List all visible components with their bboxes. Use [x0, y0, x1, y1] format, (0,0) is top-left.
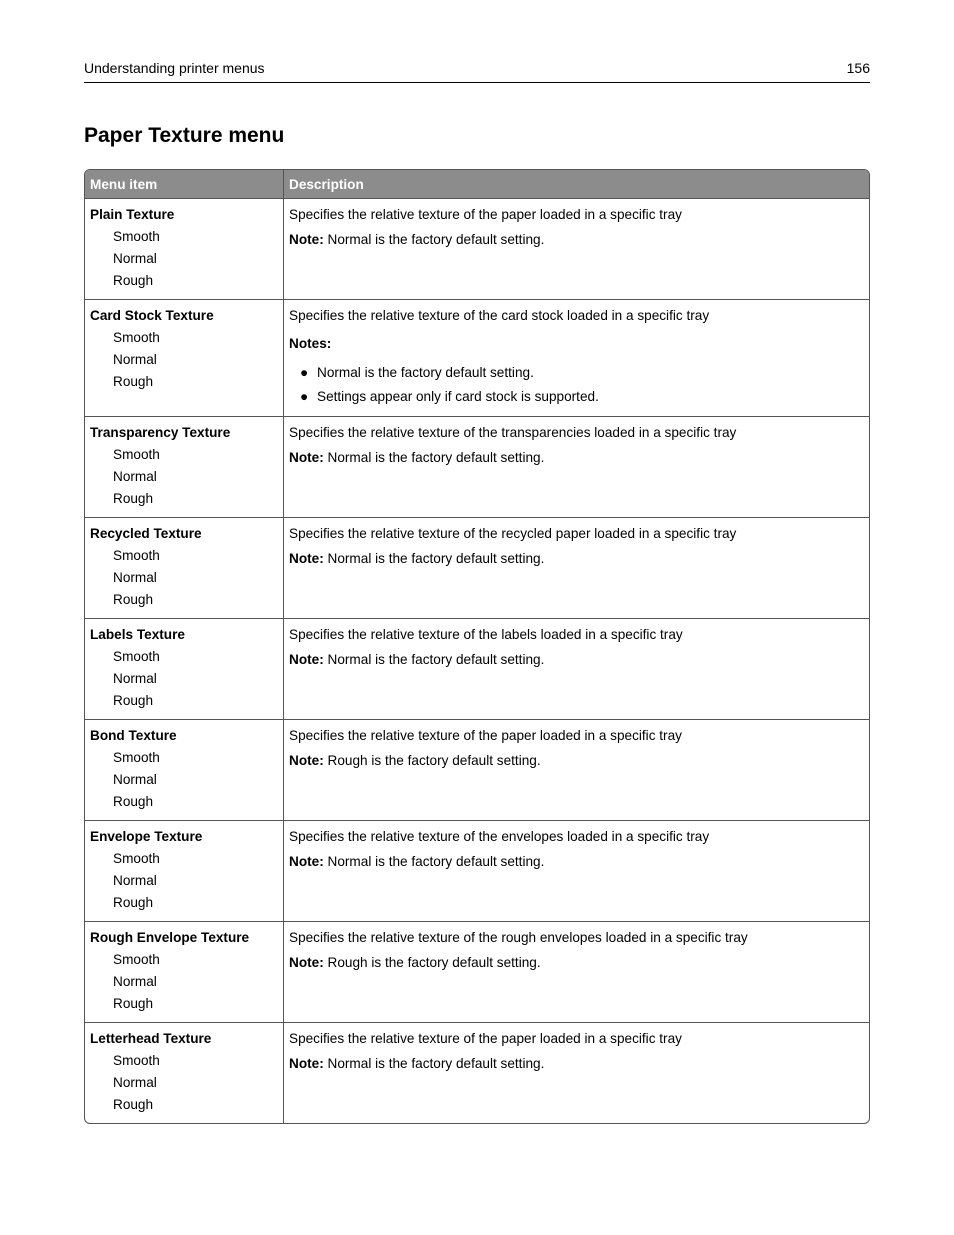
page-header [84, 60, 870, 83]
note-text: Normal is the factory default setting. [317, 365, 534, 380]
note-item [289, 361, 864, 385]
bullet-icon: ● [300, 389, 309, 404]
note-text: Normal is the factory default setting. [323, 450, 545, 465]
menu-option: Normal [113, 352, 157, 367]
note [289, 548, 864, 570]
menu-option: Rough [113, 273, 154, 288]
note-label: Note: [289, 955, 324, 970]
description-text: Specifies the relative texture of the recycled paper loaded in a specific tray [289, 526, 737, 541]
menu-item-cell [85, 300, 284, 417]
table-row [85, 720, 869, 821]
table-row [85, 518, 869, 619]
description-cell [284, 518, 870, 619]
menu-option: Rough [113, 374, 154, 389]
menu-option: Rough [113, 1097, 154, 1112]
menu-option: Normal [113, 873, 157, 888]
note-text: Settings appear only if card stock is supported. [317, 389, 599, 404]
table-row [85, 922, 869, 1023]
menu-item-name: Letterhead Texture [90, 1031, 212, 1046]
note [289, 649, 864, 671]
table-row [85, 417, 869, 518]
menu-option: Normal [113, 469, 157, 484]
menu-item-name: Labels Texture [90, 627, 185, 642]
page-number: 156 [846, 60, 870, 76]
note-text: Normal is the factory default setting. [323, 1056, 545, 1071]
description-text: Specifies the relative texture of the paper loaded in a specific tray [289, 728, 682, 743]
note [289, 1053, 864, 1075]
description-text: Specifies the relative texture of the transparencies loaded in a specific tray [289, 425, 737, 440]
description-cell [284, 922, 870, 1023]
menu-option: Smooth [113, 952, 160, 967]
paper-texture-table [84, 169, 870, 1124]
menu-item-cell [85, 1023, 284, 1124]
menu-option: Smooth [113, 851, 160, 866]
table-row [85, 300, 869, 417]
menu-option: Rough [113, 592, 154, 607]
menu-item-name: Card Stock Texture [90, 308, 214, 323]
menu-option: Smooth [113, 330, 160, 345]
menu-option: Normal [113, 974, 157, 989]
note-label: Note: [289, 753, 324, 768]
menu-item-cell [85, 199, 284, 300]
menu-item-name: Bond Texture [90, 728, 177, 743]
description-text: Specifies the relative texture of the card stock loaded in a specific tray [289, 308, 710, 323]
note [289, 750, 864, 772]
menu-item-name: Plain Texture [90, 207, 175, 222]
menu-item-cell [85, 619, 284, 720]
note-label: Note: [289, 1056, 324, 1071]
description-text: Specifies the relative texture of the envelopes loaded in a specific tray [289, 829, 710, 844]
description-text: Specifies the relative texture of the paper loaded in a specific tray [289, 207, 682, 222]
note-item [289, 385, 864, 409]
table-row [85, 199, 869, 300]
note-text: Rough is the factory default setting. [323, 955, 541, 970]
section-title: Understanding printer menus [84, 60, 265, 76]
menu-item-name: Recycled Texture [90, 526, 202, 541]
description-text: Specifies the relative texture of the rough envelopes loaded in a specific tray [289, 930, 748, 945]
note-label: Note: [289, 551, 324, 566]
description-cell [284, 417, 870, 518]
note-label: Note: [289, 854, 324, 869]
menu-item-name: Envelope Texture [90, 829, 203, 844]
table-row [85, 619, 869, 720]
notes-label: Notes: [289, 336, 332, 351]
menu-item-cell [85, 821, 284, 922]
table-row [85, 821, 869, 922]
menu-option: Smooth [113, 548, 160, 563]
note [289, 851, 864, 873]
menu-option: Rough [113, 693, 154, 708]
table-row [85, 1023, 869, 1124]
menu-option: Rough [113, 794, 154, 809]
page-title: Paper Texture menu [84, 124, 285, 147]
menu-item-name: Transparency Texture [90, 425, 231, 440]
note-text: Normal is the factory default setting. [323, 232, 545, 247]
menu-option: Normal [113, 772, 157, 787]
column-header-menu-item: Menu item [85, 170, 284, 199]
note-text: Normal is the factory default setting. [323, 551, 545, 566]
menu-option: Rough [113, 491, 154, 506]
note-text: Rough is the factory default setting. [323, 753, 541, 768]
menu-item-cell [85, 922, 284, 1023]
table-header-row [85, 170, 869, 199]
menu-item-cell [85, 518, 284, 619]
menu-item-cell [85, 720, 284, 821]
menu-option: Normal [113, 570, 157, 585]
menu-item-cell [85, 417, 284, 518]
description-cell [284, 821, 870, 922]
column-header-description: Description [284, 170, 870, 199]
note-label: Note: [289, 652, 324, 667]
notes-list [289, 361, 864, 409]
menu-option: Normal [113, 1075, 157, 1090]
menu-option: Normal [113, 671, 157, 686]
menu-option: Smooth [113, 750, 160, 765]
note-text: Normal is the factory default setting. [323, 854, 545, 869]
note-label: Note: [289, 450, 324, 465]
menu-option: Normal [113, 251, 157, 266]
note-text: Normal is the factory default setting. [323, 652, 545, 667]
bullet-icon: ● [300, 365, 309, 380]
description-cell [284, 199, 870, 300]
menu-option: Smooth [113, 1053, 160, 1068]
menu-option: Rough [113, 996, 154, 1011]
note [289, 447, 864, 469]
note-label: Note: [289, 232, 324, 247]
note [289, 952, 864, 974]
description-cell [284, 720, 870, 821]
menu-option: Smooth [113, 649, 160, 664]
menu-item-name: Rough Envelope Texture [90, 930, 250, 945]
description-cell [284, 1023, 870, 1124]
note [289, 229, 864, 251]
menu-option: Rough [113, 895, 154, 910]
description-text: Specifies the relative texture of the paper loaded in a specific tray [289, 1031, 682, 1046]
description-text: Specifies the relative texture of the labels loaded in a specific tray [289, 627, 683, 642]
menu-option: Smooth [113, 229, 160, 244]
description-cell [284, 619, 870, 720]
description-cell [284, 300, 870, 417]
menu-option: Smooth [113, 447, 160, 462]
